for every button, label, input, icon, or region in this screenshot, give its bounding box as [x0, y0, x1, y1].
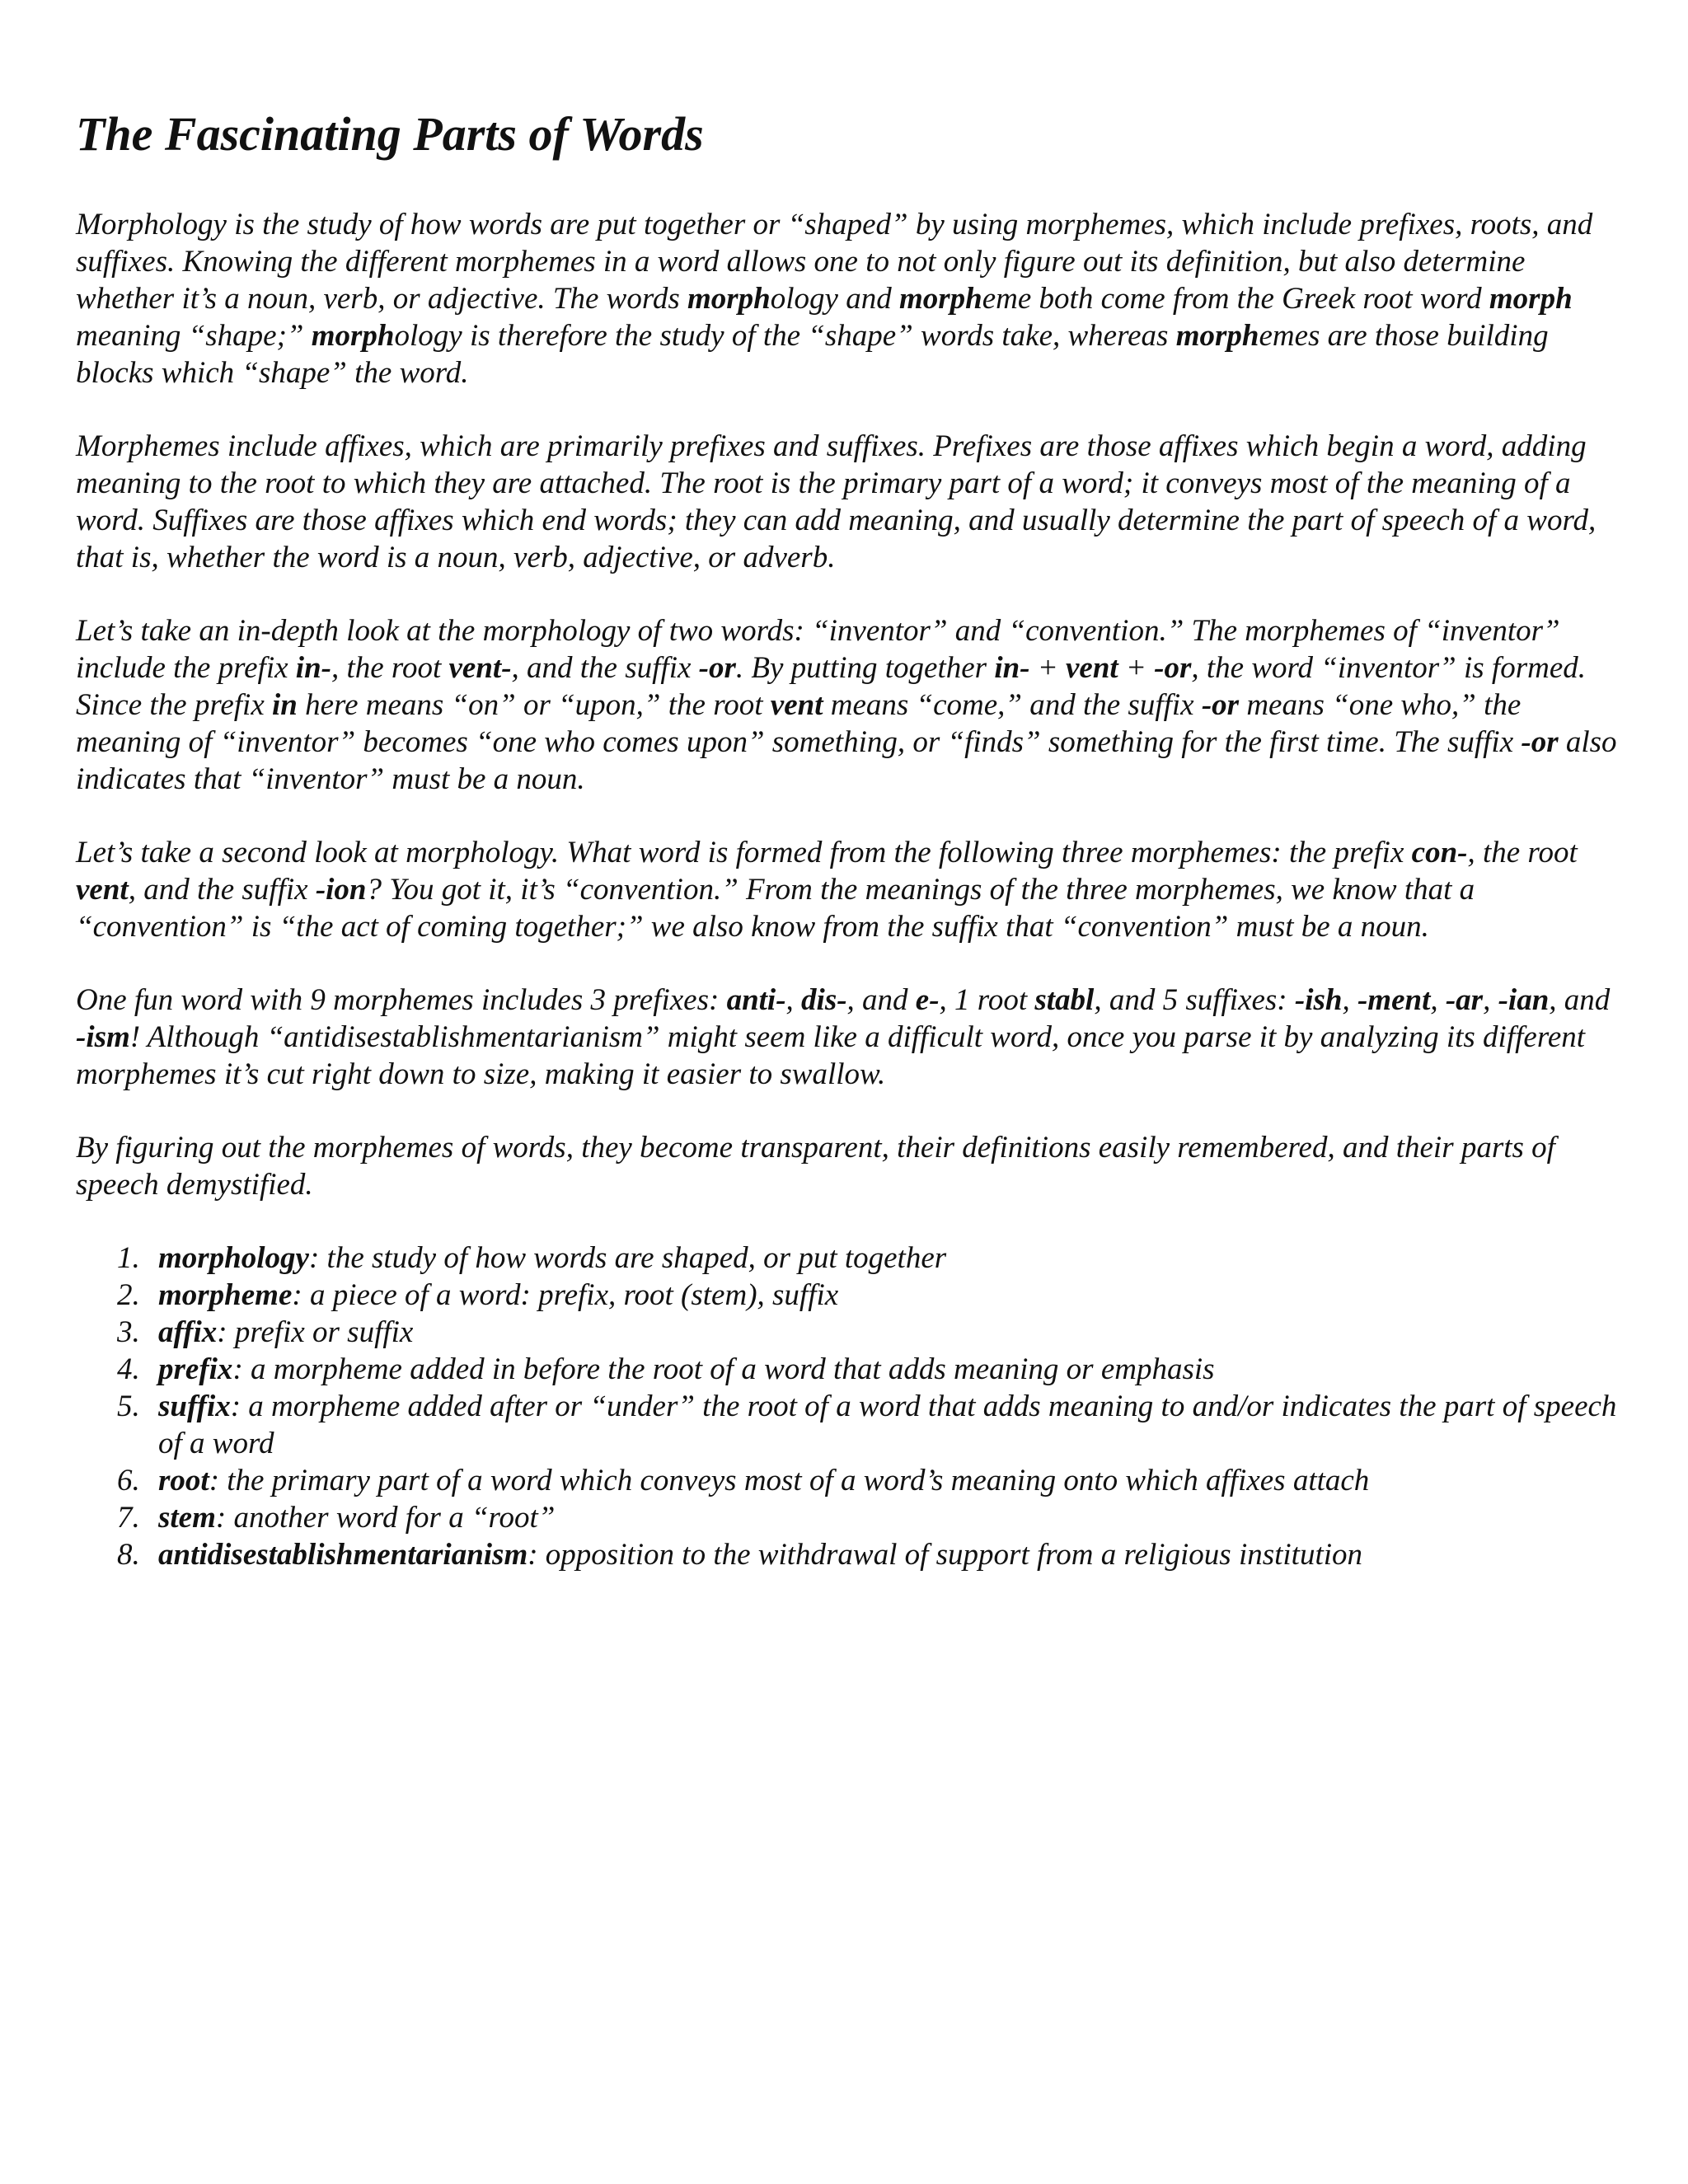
bold-morpheme: -ism	[76, 1019, 130, 1054]
text-run: means “come,” and the suffix	[823, 687, 1202, 722]
list-number: 1.	[117, 1240, 140, 1275]
bold-morpheme: morph	[311, 318, 395, 353]
article-body	[76, 206, 1625, 1203]
glossary-definition: : opposition to the withdrawal of support from a religious institution	[528, 1537, 1363, 1572]
glossary-list	[76, 1240, 1625, 1573]
bold-morpheme: in	[272, 687, 298, 722]
bold-morpheme: -ment	[1357, 982, 1431, 1017]
bold-morpheme: vent	[770, 687, 823, 722]
text-run: Morphemes include affixes, which are primarily prefixes and suffixes. Prefixes are those affixes which begin a word, adding meaning to the root to which they are attached. The root is the primary part of a word; it conveys most of the meaning of a word. Suffixes are those affixes which end words; they can add meaning, and usually determine the part of speech of a word, that is, whether the word is a noun, verb, adjective, or adverb.	[76, 429, 1597, 574]
glossary-definition: : another word for a “root”	[215, 1500, 556, 1535]
text-run: Let’s take an in-depth look at the morphology of two words: “inventor” and “convention.” The morphemes of “inventor” include the prefix	[76, 613, 1560, 685]
text-run: also indicates that “inventor” must be a noun.	[76, 724, 1617, 796]
bold-morpheme: -ion	[315, 872, 367, 907]
bold-morpheme: e-	[915, 982, 940, 1017]
text-run: ,	[1342, 982, 1357, 1017]
text-run: ? You got it, it’s “convention.” From the meanings of the three morphemes, we know that a “convention” is “the act of coming together;” we also know from the suffix that “convention” must be a noun.	[76, 872, 1475, 944]
bold-morpheme: -or	[1154, 650, 1192, 685]
list-number: 2.	[117, 1277, 140, 1312]
list-number: 4.	[117, 1352, 140, 1386]
glossary-definition: : the study of how words are shaped, or put together	[308, 1240, 947, 1275]
bold-morpheme: morph	[687, 281, 771, 316]
list-number: 5.	[117, 1389, 140, 1423]
glossary-term: root	[158, 1463, 209, 1497]
text-run: meaning “shape;”	[76, 318, 312, 353]
bold-morpheme: vent-	[448, 650, 512, 685]
glossary-item	[117, 1240, 1625, 1277]
bold-morpheme: stabl	[1034, 982, 1095, 1017]
glossary-term: suffix	[158, 1389, 231, 1423]
bold-morpheme: -or	[1521, 724, 1559, 759]
document-page	[76, 105, 1625, 1573]
glossary-item	[117, 1462, 1625, 1499]
bold-morpheme: in-	[994, 650, 1030, 685]
text-run: By figuring out the morphemes of words, they become transparent, their definitions easily remembered, and their parts of speech demystified.	[76, 1130, 1555, 1202]
glossary-item	[117, 1351, 1625, 1388]
paragraph	[76, 612, 1625, 798]
text-run: , the root	[1467, 835, 1578, 869]
list-number: 6.	[117, 1463, 140, 1497]
text-run: , and the suffix	[128, 872, 316, 907]
text-run: eme both come from the Greek root word	[982, 281, 1489, 316]
glossary-definition: : a piece of a word: prefix, root (stem), suffix	[292, 1277, 839, 1312]
bold-morpheme: -or	[1201, 687, 1240, 722]
text-run: emes are those building blocks which “shape” the word.	[76, 318, 1549, 390]
glossary-item	[117, 1277, 1625, 1314]
text-run: . By putting together	[735, 650, 995, 685]
list-number: 8.	[117, 1537, 140, 1572]
bold-morpheme: con-	[1411, 835, 1468, 869]
bold-morpheme: -or	[698, 650, 736, 685]
text-run: Morphology is the study of how words are put together or “shaped” by using morphemes, which include prefixes, roots, and suffixes. Knowing the different morphemes in a word allows one to not only figure out its definition, but also determine whether it’s a noun, verb, or adjective. The words	[76, 207, 1593, 316]
glossary-definition: : a morpheme added in before the root of a word that adds meaning or emphasis	[232, 1352, 1215, 1386]
glossary-definition: : the primary part of a word which conveys most of a word’s meaning onto which affixes attach	[209, 1463, 1370, 1497]
text-run: ology is therefore the study of the “shape” words take, whereas	[394, 318, 1176, 353]
paragraph	[76, 206, 1625, 391]
glossary-item	[117, 1314, 1625, 1351]
text-run: Let’s take a second look at morphology. What word is formed from the following three morphemes: the prefix	[76, 835, 1412, 869]
text-run: means “one who,” the meaning of “inventor” becomes “one who comes upon” something, or “finds” something for the first time. The suffix	[76, 687, 1522, 759]
glossary-definition: : prefix or suffix	[217, 1315, 414, 1349]
text-run: +	[1118, 650, 1155, 685]
text-run: ,	[785, 982, 802, 1017]
glossary-item	[117, 1388, 1625, 1462]
text-run: , and	[1549, 982, 1611, 1017]
page-title: The Fascinating Parts of Words	[76, 107, 704, 161]
paragraph	[76, 834, 1625, 945]
text-run: , and the suffix	[511, 650, 699, 685]
glossary-term: antidisestablishmentarianism	[158, 1537, 528, 1572]
bold-morpheme: vent	[1065, 650, 1118, 685]
paragraph	[76, 428, 1625, 576]
glossary-item	[117, 1499, 1625, 1536]
text-run: , 1 root	[939, 982, 1035, 1017]
paragraph	[76, 1129, 1625, 1203]
list-number: 3.	[117, 1315, 140, 1349]
bold-morpheme: -ish	[1294, 982, 1343, 1017]
bold-morpheme: morph	[1489, 281, 1573, 316]
glossary-term: morphology	[158, 1240, 309, 1275]
text-run: +	[1029, 650, 1066, 685]
text-run: ,	[1483, 982, 1498, 1017]
bold-morpheme: vent	[76, 872, 129, 907]
bold-morpheme: anti-	[726, 982, 786, 1017]
glossary-definition: : a morpheme added after or “under” the root of a word that adds meaning to and/or indicates the part of speech of a word	[158, 1389, 1617, 1460]
paragraph	[76, 982, 1625, 1093]
bold-morpheme: -ar	[1445, 982, 1484, 1017]
text-run: One fun word with 9 morphemes includes 3 prefixes:	[76, 982, 727, 1017]
bold-morpheme: dis-	[801, 982, 847, 1017]
bold-morpheme: in-	[295, 650, 331, 685]
text-run: ology and	[770, 281, 899, 316]
bold-morpheme: morph	[898, 281, 982, 316]
text-run: , the word “inventor” is formed. Since the prefix	[76, 650, 1586, 722]
text-run: ! Although “antidisestablishmentarianism” might seem like a difficult word, once you parse it by analyzing its different morphemes it’s cut right down to size, making it easier to swallow.	[76, 1019, 1586, 1091]
text-run: , and	[846, 982, 916, 1017]
bold-morpheme: morph	[1175, 318, 1259, 353]
text-run: ,	[1430, 982, 1446, 1017]
text-run: , the root	[331, 650, 449, 685]
text-run: , and 5 suffixes:	[1094, 982, 1295, 1017]
glossary-term: affix	[158, 1315, 218, 1349]
bold-morpheme: -ian	[1498, 982, 1550, 1017]
glossary-term: morpheme	[158, 1277, 293, 1312]
glossary-term: prefix	[158, 1352, 233, 1386]
glossary-item	[117, 1536, 1625, 1573]
list-number: 7.	[117, 1500, 140, 1535]
glossary-term: stem	[158, 1500, 216, 1535]
text-run: here means “on” or “upon,” the root	[297, 687, 771, 722]
